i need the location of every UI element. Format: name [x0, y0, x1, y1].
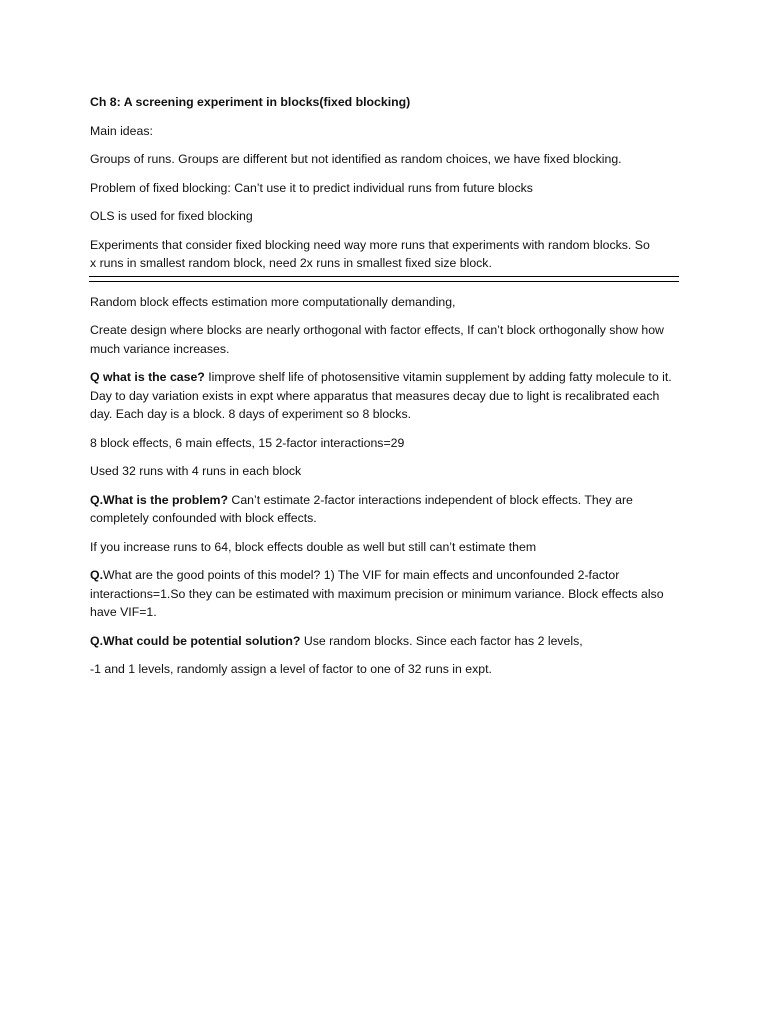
question-case-text: Iimprove shelf life of photosensitive vitamin supplement by adding fatty molecule to it. Day to day variation exists in expt where apparatus that measures decay due to light is recalibrated each day. Each day is a block. 8 days of experiment so 8 blocks. [90, 370, 672, 421]
paragraph-ols: OLS is used for fixed blocking [90, 209, 253, 223]
paragraph-more-runs-line1: Experiments that consider fixed blocking need way more runs that experiments with random blocks. So [90, 237, 650, 252]
main-ideas-heading: Main ideas: [90, 123, 153, 138]
question-case-label: Q what is the case? [90, 370, 205, 384]
paragraph-more-runs-line2: x runs in smallest random block, need 2x runs in smallest fixed size block. [90, 256, 492, 270]
question-good-points [90, 566, 680, 622]
question-problem-label: Q.What is the problem? [90, 492, 229, 507]
question-good-points-label: Q. [90, 568, 103, 582]
question-solution [90, 632, 680, 651]
question-problem [90, 491, 680, 528]
document-page [90, 93, 680, 689]
question-problem-text: Can’t estimate 2-factor interactions independent of block effects. They are completely confounded with block effects. [90, 492, 633, 525]
paragraph-increase-runs: If you increase runs to 64, block effects double as well but still can’t estimate them [90, 539, 537, 554]
paragraph-runs-used: Used 32 runs with 4 runs in each block [90, 464, 302, 478]
paragraph-orthogonal-design: Create design where blocks are nearly orthogonal with factor effects, If can’t block orthogonally show how much variance increases. [90, 323, 664, 356]
paragraph-levels: -1 and 1 levels, randomly assign a level of factor to one of 32 runs in expt. [90, 662, 492, 676]
paragraph-problem-fixed-blocking: Problem of fixed blocking: Can’t use it to predict individual runs from future blocks [90, 180, 533, 195]
paragraph-groups-of-runs: Groups of runs. Groups are different but not identified as random choices, we have fixed blocking. [90, 152, 622, 166]
document-title: Ch 8: A screening experiment in blocks(fixed blocking) [90, 95, 411, 109]
paragraph-random-block-estimation: Random block effects estimation more computationally demanding, [90, 294, 456, 309]
horizontal-divider [89, 276, 679, 282]
question-case [90, 368, 680, 424]
question-solution-text: Use random blocks. Since each factor has 2 levels, [300, 633, 583, 648]
question-good-points-text: What are the good points of this model? 1) The VIF for main effects and unconfounded 2-factor interactions=1.So they can be estimated with maximum precision or minimum variance. Block effects also have VIF=1. [90, 568, 664, 619]
question-solution-label: Q.What could be potential solution? [90, 633, 301, 648]
paragraph-effects-count: 8 block effects, 6 main effects, 15 2-factor interactions=29 [90, 435, 405, 450]
paragraph-more-runs [90, 236, 680, 273]
